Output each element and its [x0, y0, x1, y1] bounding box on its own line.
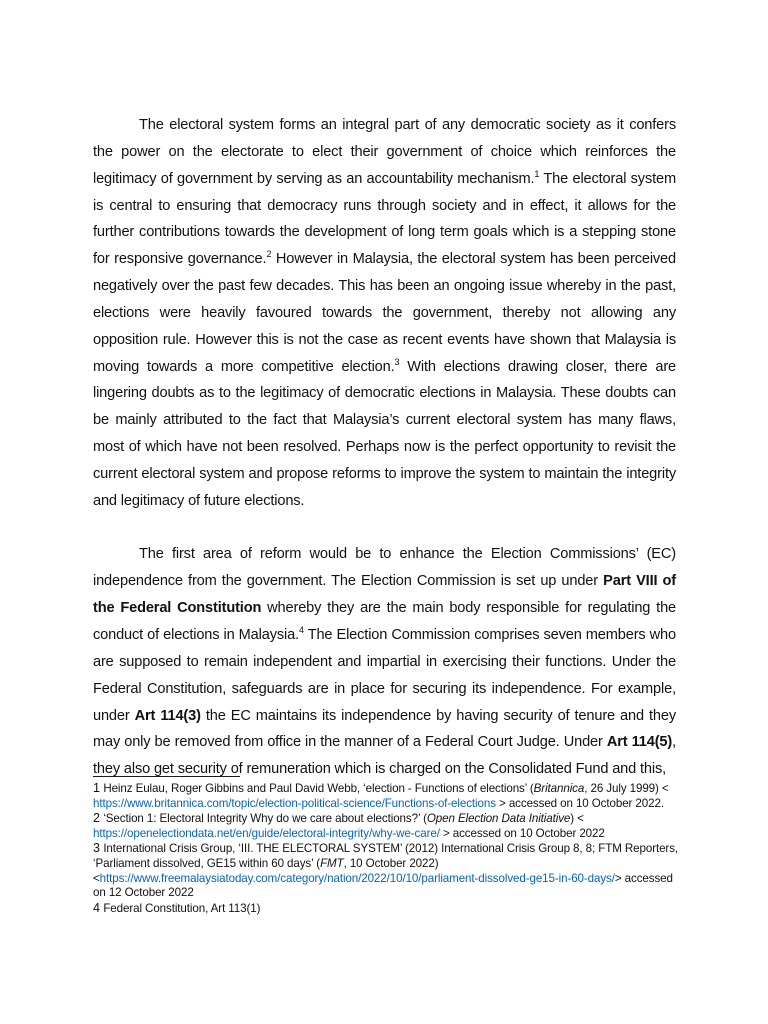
hyperlink[interactable]: https://openelectiondata.net/en/guide/electoral-integrity/why-we-care/: [93, 826, 440, 840]
text-run: > accessed on 10 October 2022.: [495, 796, 664, 810]
footnote-section: [93, 776, 681, 916]
footnote-number: 4: [93, 900, 104, 915]
text-run: > accessed on 12 October 2022: [93, 871, 673, 900]
footnote-reference[interactable]: 4: [298, 625, 304, 636]
footnote-reference[interactable]: 3: [394, 356, 400, 367]
text-run: ‘Section 1: Electoral Integrity Why do we care about elections?’ (: [103, 812, 427, 826]
document-body: [93, 112, 676, 783]
footnote-3: [93, 841, 681, 900]
italic-run: Open Election Data Initiative: [426, 812, 571, 826]
footnote-separator-rule: [93, 776, 240, 777]
hyperlink[interactable]: https://www.freemalaysiatoday.com/category/nation/2022/10/10/parliament-dissolved-ge15-in-60-days/: [99, 871, 615, 885]
body-paragraph-2: [93, 541, 676, 783]
footnote-number: 1: [93, 781, 104, 795]
italic-run: Britannica: [533, 782, 585, 795]
text-run: , 26 July 1999) <: [584, 782, 669, 795]
footnote-number: 3: [93, 841, 104, 856]
footnote-reference[interactable]: 2: [266, 249, 272, 260]
text-run: The electoral system is central to ensuring that democracy runs through society and in effect, it allows for the further contributions towards the development of long term goals which is a stepping stone for responsive governance.: [93, 170, 676, 268]
text-run: The electoral system forms an integral part of any democratic society as it confers the power on the electorate to elect their government of choice which reinforces the legitimacy of government by serving as an accountability mechanism.: [93, 117, 676, 187]
footnote-1: [93, 781, 681, 811]
text-run: the EC maintains its independence by having security of tenure and they may only be removed from office in the manner of a Federal Court Judge. Under: [93, 707, 676, 751]
text-run: > accessed on 10 October 2022: [439, 826, 605, 840]
text-run: whereby they are the main body responsible for regulating the conduct of elections in Malaysia.: [93, 600, 677, 643]
bold-run: Art 114(3): [134, 707, 201, 724]
text-run: The first area of reform would be to enhance the Election Commissions’ (EC) independence from the government. The Election Commission is set up under: [93, 546, 676, 590]
hyperlink[interactable]: https://www.britannica.com/topic/election-political-science/Functions-of-elections: [93, 796, 496, 810]
text-run: ) <: [570, 812, 584, 826]
footnote-2: [93, 811, 681, 841]
bold-run: Part VIII of the Federal Constitution: [93, 573, 676, 617]
footnote-reference[interactable]: 1: [534, 168, 540, 179]
footnote-4: [93, 901, 681, 917]
text-run: , they also get security of remuneration which is charged on the Consolidated Fund and this,: [93, 734, 676, 778]
text-run: The Election Commission comprises seven members who are supposed to remain independent and impartial in exercising their functions. Under the Federal Constitution, safeguards are in place for securing its independence. For example, under: [93, 626, 676, 724]
text-run: International Crisis Group, ‘III. THE ELECTORAL SYSTEM’ (2012) International Crisis Group 8, 8; FTM Reporters, ‘Parliament dissolved, GE15 within 60 days’ (: [93, 842, 679, 870]
footnote-number: 2: [93, 811, 104, 826]
text-run: Heinz Eulau, Roger Gibbins and Paul David Webb, ‘election - Functions of elections’ (: [103, 782, 534, 795]
body-paragraph-1: [93, 112, 676, 515]
bold-run: Art 114(5): [606, 734, 673, 751]
italic-run: FMT: [320, 856, 344, 870]
text-run: Federal Constitution, Art 113(1): [103, 901, 261, 915]
text-run: However in Malaysia, the electoral system has been perceived negatively over the past few decades. This has been an ongoing issue whereby in the past, elections were heavily favoured towards the government, thereby not allowing any opposition rule. However this is not the case as recent events have shown that Malaysia is moving towards a more competitive election.: [93, 251, 676, 375]
text-run: With elections drawing closer, there are lingering doubts as to the legitimacy of democratic elections in Malaysia. These doubts can be mainly attributed to the fact that Malaysia’s current electoral system has many flaws, most of which have not been resolved. Perhaps now is the perfect opportunity to revisit the current electoral system and propose reforms to improve the system to maintain the integrity and legitimacy of future elections.: [93, 358, 676, 509]
text-run: , 10 October 2022) <: [93, 856, 439, 885]
